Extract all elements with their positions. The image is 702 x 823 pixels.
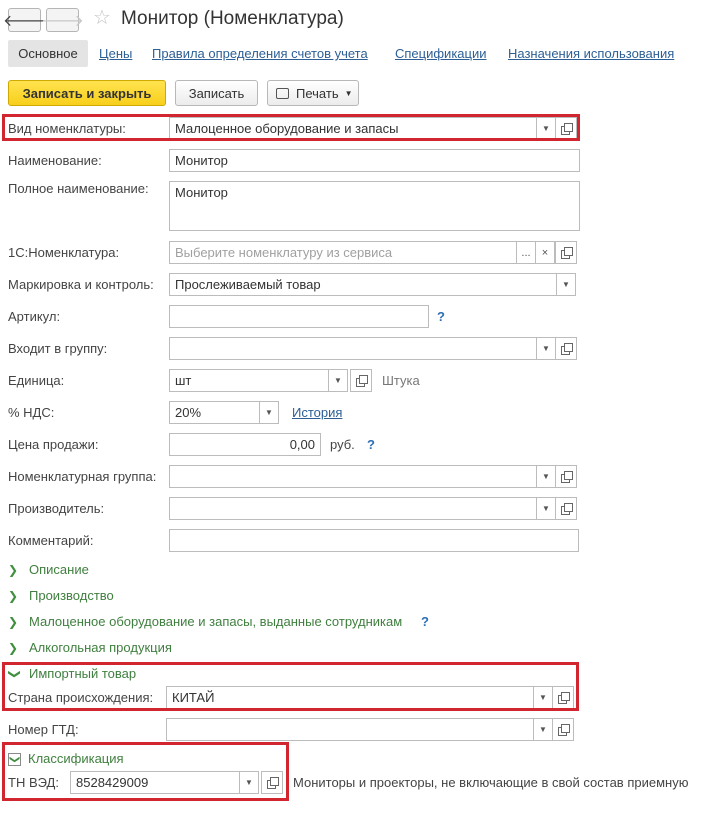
manufacturer-open-button[interactable] [555, 497, 577, 520]
tnved-field[interactable]: 8528429009 [70, 771, 240, 794]
group-production-label: Производство [29, 588, 114, 603]
group-production[interactable] [8, 588, 114, 604]
arrow-right-icon: 🡒 [41, 12, 84, 30]
chevron-down-icon: ▼ [542, 344, 550, 353]
price-field[interactable]: 0,00 [169, 433, 321, 456]
tab-account-rules[interactable]: Правила определения счетов учета [152, 46, 368, 61]
open-icon [561, 503, 572, 514]
open-icon [267, 777, 278, 788]
country-dropdown-button[interactable] [533, 686, 553, 709]
marking-dropdown-button[interactable] [556, 273, 576, 296]
group-alcohol-label: Алкогольная продукция [29, 640, 172, 655]
catalog-field[interactable] [169, 241, 517, 264]
group-import-label: Импортный товар [29, 666, 137, 681]
name-field[interactable]: Монитор [169, 149, 580, 172]
catalog-select-button[interactable] [516, 241, 536, 264]
comment-field[interactable] [169, 529, 579, 552]
name-label: Наименование: [8, 153, 102, 168]
chevron-down-icon: ▼ [344, 88, 353, 98]
chevron-right-icon: ❯ [8, 615, 19, 629]
kind-field[interactable]: Малоценное оборудование и запасы [169, 117, 537, 140]
unit-label: Единица: [8, 373, 65, 388]
open-icon [561, 123, 572, 134]
chevron-down-icon: ▼ [542, 472, 550, 481]
manufacturer-dropdown-button[interactable] [536, 497, 556, 520]
open-icon [558, 724, 569, 735]
printer-icon [276, 88, 289, 99]
close-icon: × [541, 246, 549, 259]
open-icon [561, 247, 572, 258]
vat-field[interactable]: 20% [169, 401, 260, 424]
article-label: Артикул: [8, 309, 61, 324]
gtd-dropdown-button[interactable] [533, 718, 553, 741]
save-close-button[interactable]: Записать и закрыть [8, 80, 166, 106]
manufacturer-field[interactable] [169, 497, 537, 520]
chevron-down-icon: ▼ [542, 124, 550, 133]
country-field[interactable]: КИТАЙ [166, 686, 534, 709]
chevron-down-icon: ❯ [8, 668, 22, 680]
tab-main[interactable]: Основное [8, 40, 88, 67]
vat-dropdown-button[interactable] [259, 401, 279, 424]
marking-field[interactable]: Прослеживаемый товар [169, 273, 557, 296]
full-name-label: Полное наименование: [8, 181, 149, 196]
group-issued-label: Малоценное оборудование и запасы, выданные сотрудникам [29, 614, 403, 629]
forward-button[interactable] [41, 8, 84, 32]
chevron-down-icon: ❯ [8, 753, 21, 766]
chevron-right-icon: ❯ [8, 589, 19, 603]
article-help-icon[interactable]: ? [437, 309, 445, 324]
vat-history-link[interactable]: История [292, 405, 343, 420]
group-field[interactable] [169, 337, 537, 360]
group-classification-label: Классификация [28, 751, 124, 766]
tnved-open-button[interactable] [261, 771, 283, 794]
tab-prices[interactable]: Цены [99, 46, 133, 61]
tnved-description: Мониторы и проекторы, не включающие в свой состав приемную [293, 775, 689, 790]
country-open-button[interactable] [552, 686, 574, 709]
group-issued[interactable] [8, 614, 402, 630]
unit-dropdown-button[interactable] [328, 369, 348, 392]
catalog-label: 1С:Номенклатура: [8, 245, 120, 260]
chevron-down-icon: ▼ [539, 693, 547, 702]
nom-group-open-button[interactable] [555, 465, 577, 488]
print-button[interactable] [267, 80, 359, 106]
chevron-down-icon: ▼ [334, 376, 342, 385]
kind-label: Вид номенклатуры: [8, 121, 126, 136]
open-icon [356, 375, 367, 386]
chevron-down-icon: ▼ [562, 280, 570, 289]
chevron-right-icon: ❯ [8, 563, 19, 577]
open-icon [558, 692, 569, 703]
tnved-label: ТН ВЭД: [8, 775, 59, 790]
unit-field[interactable]: шт [169, 369, 329, 392]
vat-label: % НДС: [8, 405, 55, 420]
chevron-down-icon: ▼ [265, 408, 273, 417]
country-label: Страна происхождения: [8, 690, 154, 705]
chevron-down-icon: ▼ [539, 725, 547, 734]
group-import[interactable] [8, 666, 136, 682]
chevron-down-icon: ▼ [245, 778, 253, 787]
kind-open-button[interactable] [555, 117, 577, 140]
page-title: Монитор (Номенклатура) [121, 8, 344, 29]
nom-group-dropdown-button[interactable] [536, 465, 556, 488]
nom-group-label: Номенклатурная группа: [8, 469, 157, 484]
catalog-placeholder: Выберите номенклатуру из сервиса [175, 245, 393, 260]
star-icon[interactable]: ☆ [93, 7, 111, 29]
comment-label: Комментарий: [8, 533, 94, 548]
tab-specifications[interactable]: Спецификации [395, 46, 487, 61]
group-label: Входит в группу: [8, 341, 108, 356]
unit-open-button[interactable] [350, 369, 372, 392]
gtd-label: Номер ГТД: [8, 722, 79, 737]
chevron-down-icon: ▼ [542, 504, 550, 513]
print-label: Печать [296, 85, 339, 101]
full-name-field[interactable]: Монитор [169, 181, 580, 231]
article-field[interactable] [169, 305, 429, 328]
price-currency: руб. [330, 437, 355, 452]
back-button[interactable] [3, 8, 46, 32]
group-description[interactable] [8, 562, 89, 578]
issued-help-icon[interactable]: ? [421, 614, 429, 629]
catalog-dots: ... [521, 246, 531, 259]
catalog-open-button[interactable] [555, 241, 577, 264]
tnved-dropdown-button[interactable] [239, 771, 259, 794]
group-dropdown-button[interactable] [536, 337, 556, 360]
manufacturer-label: Производитель: [8, 501, 105, 516]
kind-dropdown-button[interactable] [536, 117, 556, 140]
save-button[interactable]: Записать [175, 80, 258, 106]
group-classification[interactable] [8, 751, 124, 767]
marking-label: Маркировка и контроль: [8, 277, 154, 292]
catalog-clear-button[interactable] [535, 241, 555, 264]
open-icon [561, 343, 572, 354]
group-description-label: Описание [29, 562, 89, 577]
chevron-right-icon: ❯ [8, 641, 19, 655]
tab-usage-purposes[interactable]: Назначения использования [508, 46, 675, 61]
price-help-icon[interactable]: ? [367, 437, 375, 452]
open-icon [561, 471, 572, 482]
gtd-open-button[interactable] [552, 718, 574, 741]
gtd-field[interactable] [166, 718, 534, 741]
nom-group-field[interactable] [169, 465, 537, 488]
unit-description: Штука [382, 373, 420, 388]
group-alcohol[interactable] [8, 640, 172, 656]
price-label: Цена продажи: [8, 437, 99, 452]
group-open-button[interactable] [555, 337, 577, 360]
arrow-left-icon: 🡐 [3, 12, 46, 30]
